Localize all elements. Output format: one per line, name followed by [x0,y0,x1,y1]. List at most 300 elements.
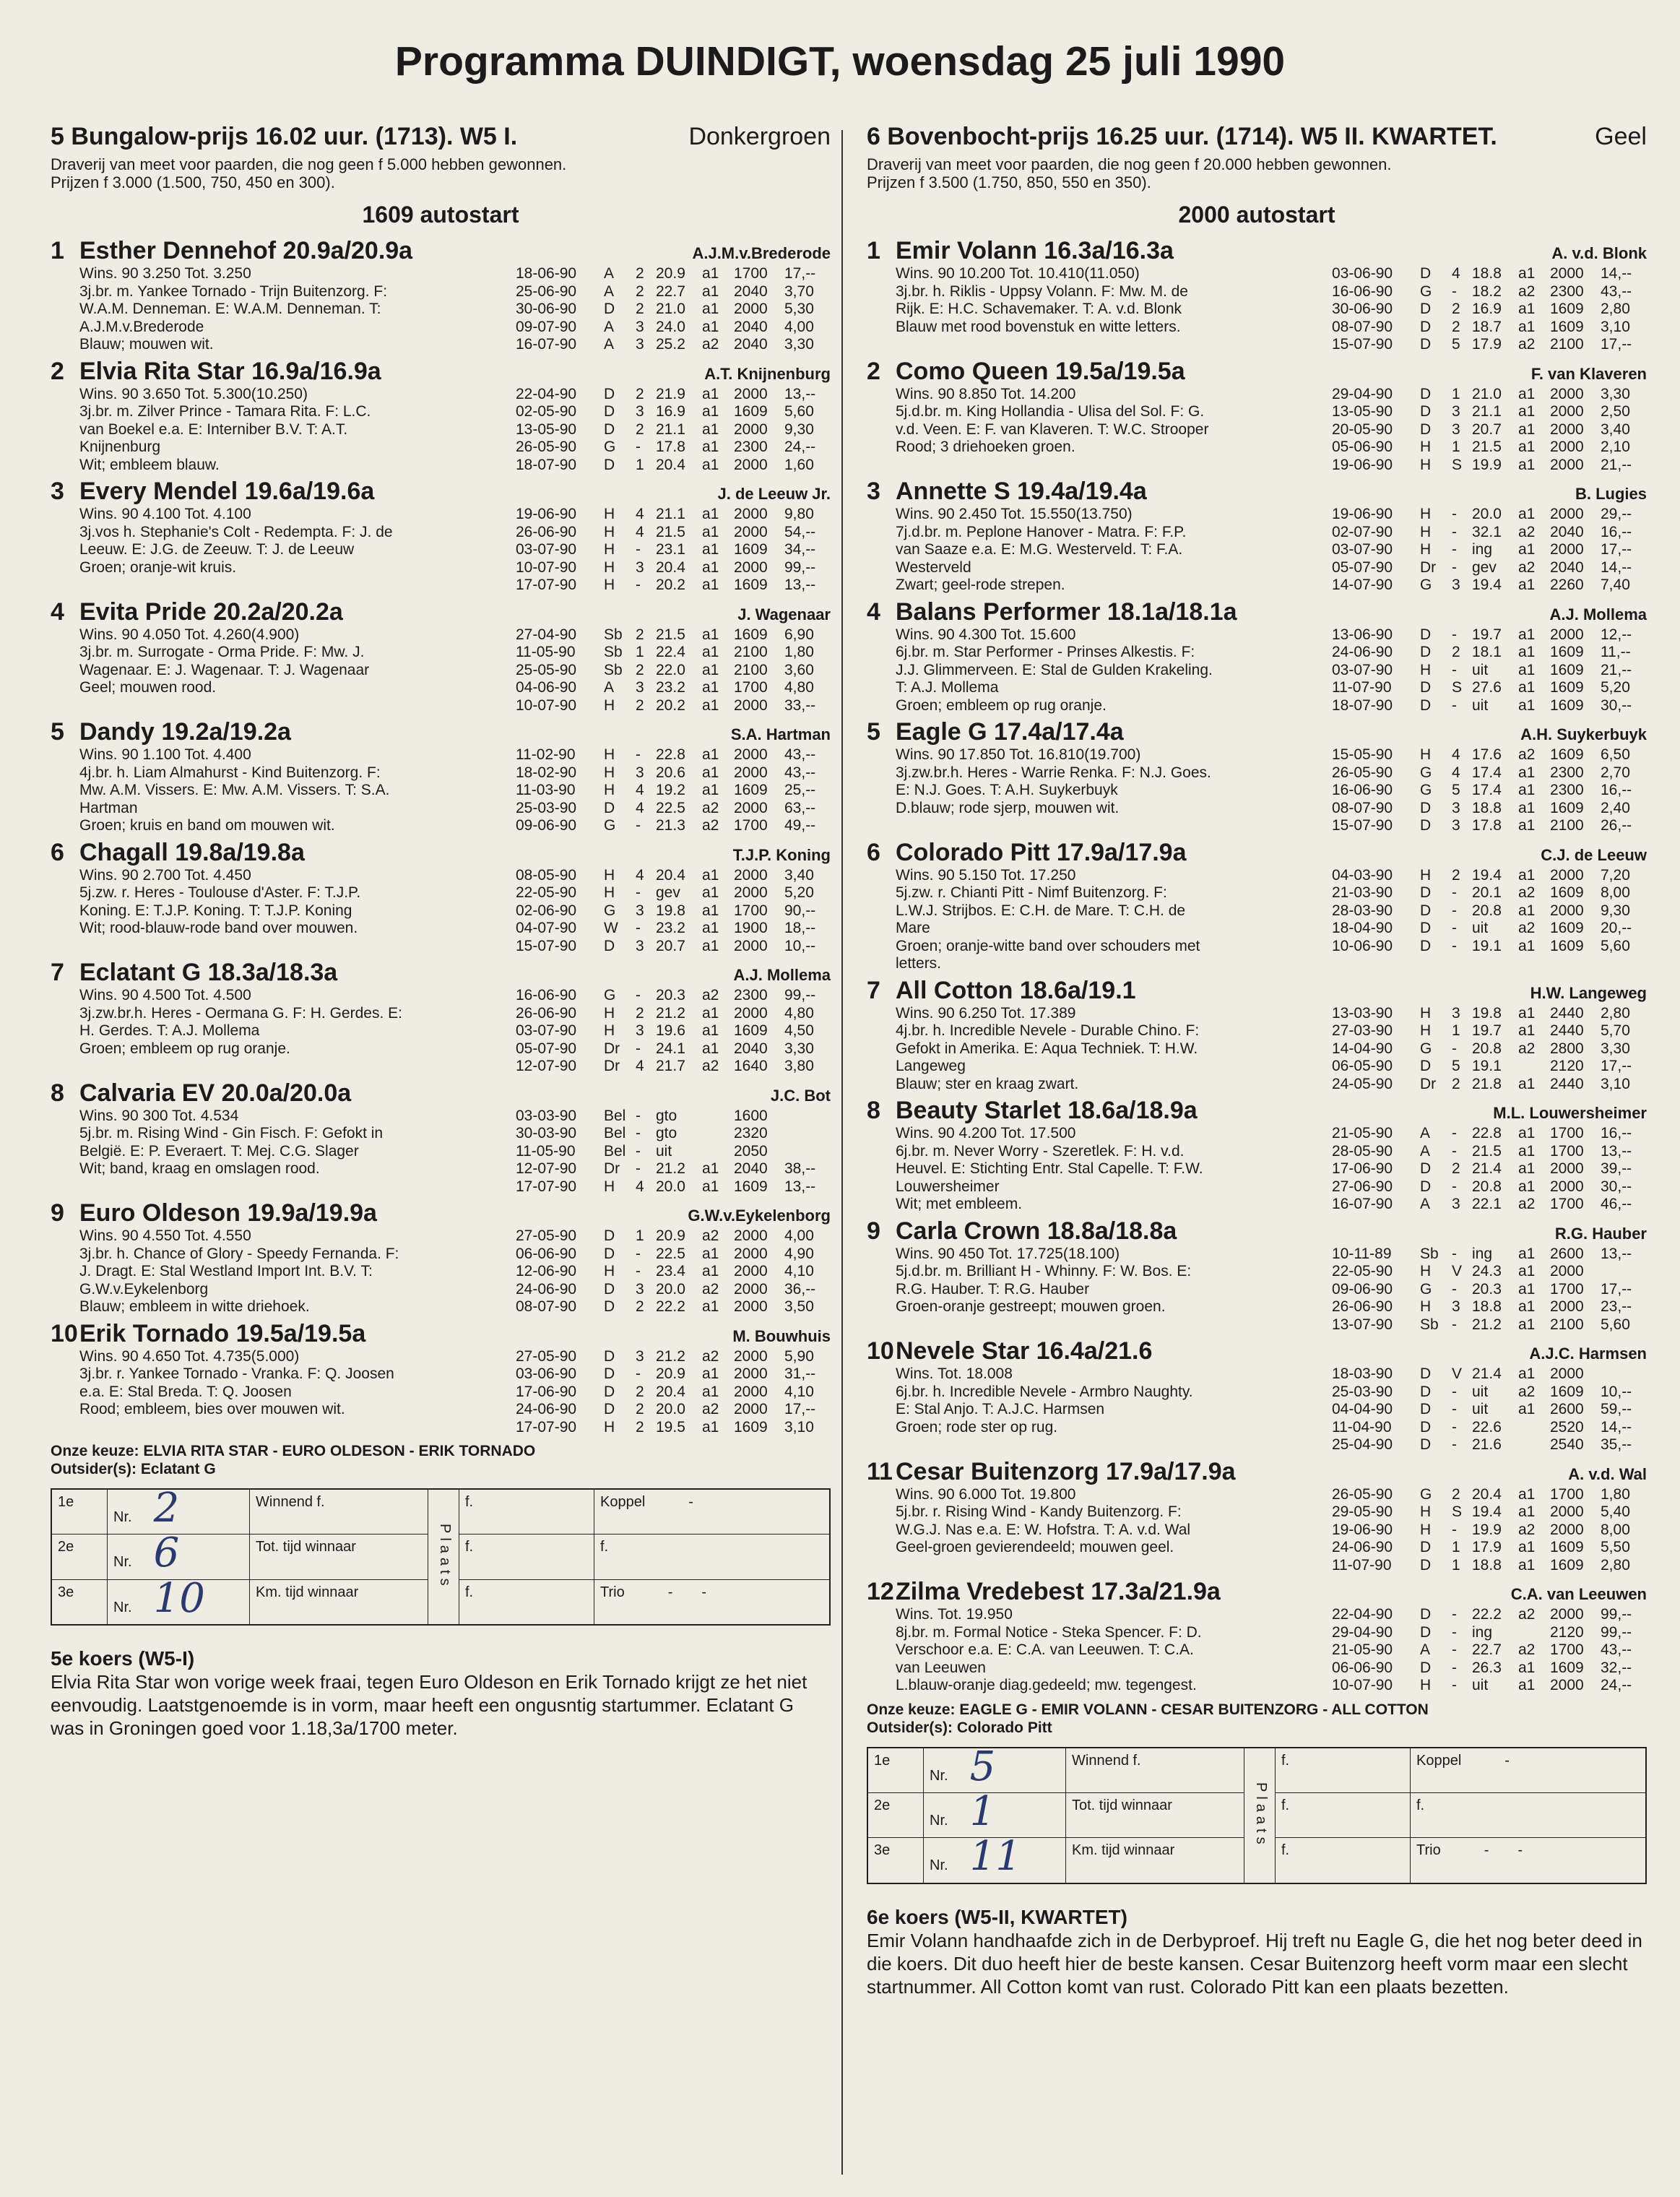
detail-line: Zwart; geel-rode strepen. [896,577,1065,593]
result-cell: 1609 [734,577,768,593]
result-cell: 12-07-90 [516,1058,577,1074]
result-row [516,697,831,715]
horse-header [867,478,1647,506]
prize-line: Prijzen f 3.000 (1.500, 750, 450 en 300). [51,173,335,191]
choice-line: Onze keuze: ELVIA RITA STAR - EURO OLDESON - ERIK TORNADO [51,1443,536,1459]
result-cell: H [1420,1677,1432,1693]
result-cell: D [1420,1058,1432,1074]
place-field[interactable]: f. [459,1489,594,1535]
horse-body [51,867,831,956]
winner-field[interactable]: Winnend f. [250,1489,428,1535]
result-cell: 03-07-90 [516,1022,577,1039]
result-cell: - [1452,920,1457,936]
result-cell: D [604,456,615,473]
result-cell: a1 [702,523,719,540]
result-cell: 13,-- [1601,1245,1632,1262]
result-cell: 17,-- [1601,336,1632,353]
detail-line: Langeweg [896,1058,966,1074]
result-cell: a2 [1518,523,1536,540]
horse-name: Dandy 19.2a/19.2a [79,718,291,746]
result-cell: 4 [1452,764,1460,781]
result-cell: 22.5 [656,799,685,816]
result-cell: 05-06-90 [1332,439,1393,455]
result-cell: 1609 [1550,1556,1584,1574]
result-cell: 2100 [1550,1316,1584,1333]
result-cell: 29-04-90 [1332,385,1393,402]
result-cell: D [1420,1606,1432,1623]
result-cell: 06-06-90 [1332,1659,1393,1676]
result-row [516,1227,831,1246]
number-label: Nr. [113,1599,132,1615]
result-cell: 2 [636,385,644,402]
result-cell: 4,80 [784,1004,814,1022]
result-cell: 19-06-90 [516,506,577,522]
result-cell: 15-05-90 [1332,746,1393,763]
result-cell: 27-05-90 [516,1347,577,1365]
result-row [516,1022,831,1040]
horse-name: Como Queen 19.5a/19.5a [896,357,1185,385]
result-cell: 2,40 [1601,799,1630,816]
detail-line: 7j.d.br. m. Peplone Hanover - Matra. F: F.P. [896,523,1187,540]
result-cell: 19.4 [1472,1503,1502,1520]
horse-entry [51,718,831,835]
result-cell: a1 [1518,644,1536,660]
combo-cell[interactable] [594,1579,831,1625]
horse-entry [51,959,831,1076]
result-cell: uit [1472,1383,1489,1400]
result-cell: a1 [1518,506,1536,522]
result-cell: 1609 [1550,1539,1584,1555]
result-cell: a2 [1518,884,1536,901]
result-cell: 13-05-90 [1332,403,1393,420]
horse-results [516,1108,831,1196]
horse-details [51,1108,516,1196]
result-cell: 13-06-90 [1332,626,1393,643]
result-cell: 13-07-90 [1332,1316,1393,1333]
detail-line: 3j.br. m. Zilver Prince - Tamara Rita. F: L.C. [79,403,371,420]
result-cell: a2 [1518,1383,1536,1400]
horse-name: Elvia Rita Star 16.9a/16.9a [79,357,381,385]
result-cell: 3,60 [784,661,814,678]
result-row [1332,1005,1647,1023]
result-row [516,506,831,524]
winner-field[interactable]: Tot. tijd winnaar [250,1535,428,1580]
result-cell: a1 [1518,1142,1536,1160]
combo-cell[interactable] [1411,1838,1647,1883]
result-cell: D [1420,1160,1432,1177]
result-cell: a1 [1518,420,1536,438]
result-row [516,439,831,457]
number-label: Nr. [930,1857,948,1874]
result-row [1332,1401,1647,1419]
horse-name: Emir Volann 16.3a/16.3a [896,237,1174,264]
number-cell[interactable] [924,1833,1066,1883]
horse-details [51,746,516,835]
winner-field[interactable]: Km. tijd winnaar [1066,1838,1244,1883]
result-cell: 11-05-90 [516,644,576,660]
horse-header [51,1320,831,1348]
result-cell: a1 [702,679,719,696]
place-field[interactable]: f. [459,1579,594,1625]
result-cell: 1600 [734,1107,768,1124]
result-cell: 2000 [734,1280,768,1298]
detail-line: J. Dragt. E: Stal Westland Import Int. B.V. T: [79,1263,373,1279]
result-cell: 18.8 [1472,1556,1502,1574]
result-cell: A [604,336,615,353]
detail-line: Wit; band, kraag en omslagen rood. [79,1160,320,1177]
result-cell: 33,-- [784,696,816,714]
result-cell: 2 [636,1401,644,1417]
result-cell: 1609 [1550,301,1584,317]
result-cell: 12-06-90 [516,1263,577,1279]
result-cell: D [1420,1365,1432,1382]
result-cell: - [1452,1401,1457,1417]
handwritten-number: 2 [153,1485,180,1532]
horse-entry [51,598,831,715]
result-cell: a1 [1518,1401,1536,1417]
result-cell: 3 [636,1280,644,1298]
result-cell: 21.9 [656,385,685,402]
result-cell: - [1452,626,1457,643]
horse-header [867,1578,1647,1606]
result-cell: 16-07-90 [516,336,577,353]
result-cell: 1700 [1550,1142,1584,1160]
result-cell: 20.4 [656,456,685,473]
result-cell: 05-07-90 [516,1040,577,1057]
result-cell: 3,40 [784,866,814,884]
result-cell: 27.6 [1472,679,1502,696]
result-cell: 22-04-90 [516,385,577,402]
result-cell: 26-05-90 [516,439,577,455]
result-row [1332,457,1647,475]
horse-results [1332,626,1647,715]
result-cell: D [1420,644,1432,660]
result-cell: 08-07-90 [1332,799,1393,816]
result-cell [702,1125,734,1143]
horse-details [867,1005,1332,1094]
result-cell: a1 [1518,661,1536,678]
result-cell: a1 [1518,265,1536,282]
number-cell[interactable] [924,1743,1066,1793]
number-cell[interactable] [108,1529,250,1580]
place-field[interactable]: f. [1276,1748,1411,1793]
horse-details [51,867,516,956]
result-cell: 16-06-90 [1332,282,1393,300]
detail-line: Mare [896,920,930,936]
result-cell: a1 [1518,1125,1536,1141]
result-cell: 2300 [1550,764,1584,781]
result-cell: a1 [702,884,719,901]
detail-line: Wins. 90 3.250 Tot. 3.250 [79,265,251,282]
detail-line: Groen; oranje-wit kruis. [79,558,237,576]
horse-entry [867,1458,1647,1575]
horse-results [1332,1246,1647,1334]
result-cell: 3,30 [784,1040,814,1057]
horse-details [867,746,1332,835]
result-cell: 19.9 [1472,1521,1502,1538]
result-cell: a2 [1518,336,1536,353]
horse-body [867,867,1647,973]
plaats-label: Plaats [428,1489,459,1625]
result-cell: 6,50 [1601,746,1630,763]
result-cell: 20.8 [1472,1178,1502,1195]
result-row [516,1143,831,1161]
result-cell: 20,-- [1601,920,1632,936]
koppel-f: f. [1416,1797,1425,1813]
horse-trainer: F. van Klaveren [1530,364,1647,383]
result-cell: D [604,1365,615,1382]
result-row [516,662,831,680]
result-cell: D [1420,799,1432,816]
number-cell[interactable] [924,1787,1066,1838]
result-row [516,1160,831,1178]
result-cell: 22.8 [656,746,685,763]
result-cell: - [1452,937,1457,954]
detail-line: G.W.v.Eykelenborg [79,1280,209,1298]
result-cell: 2300 [1550,282,1584,300]
result-cell: 2 [636,696,644,714]
result-cell: a1 [1518,1178,1536,1195]
result-cell: a1 [702,1418,719,1436]
number-cell[interactable] [108,1574,250,1625]
result-row [516,800,831,818]
result-row [1332,1624,1647,1642]
place-field[interactable]: f. [1276,1838,1411,1883]
horse-name: Erik Tornado 19.5a/19.5a [79,1319,366,1347]
place-field[interactable]: f. [1276,1792,1411,1838]
result-cell: 2300 [1550,782,1584,798]
result-cell: 18-06-90 [516,265,577,282]
result-cell: G [604,987,616,1003]
result-cell: D [1420,1659,1432,1676]
result-cell: a1 [1518,385,1536,402]
result-cell: 3 [1452,799,1460,816]
result-cell: 6,90 [784,626,814,643]
horse-body [867,1125,1647,1214]
result-cell: 20.0 [1472,506,1502,522]
result-cell: 2000 [1550,541,1584,558]
horse-number: 5 [51,718,64,746]
result-cell: A [1420,1142,1431,1160]
result-cell: 26-05-90 [1332,1485,1393,1503]
winner-field[interactable]: Km. tijd winnaar [250,1579,428,1625]
detail-line: Wins. 90 4.500 Tot. 4.500 [79,987,251,1003]
result-cell: 3,30 [784,336,814,353]
horse-header [867,839,1647,867]
result-cell: 1700 [1550,1485,1584,1503]
result-row [1332,1076,1647,1094]
result-cell: a2 [702,1058,719,1074]
result-cell: 4,00 [784,1227,814,1244]
result-cell: 03-07-90 [1332,541,1393,558]
result-row [1332,1281,1647,1299]
result-cell: a1 [1518,1659,1536,1676]
result-cell: 3 [1452,420,1460,438]
result-cell: 18.8 [1472,799,1502,816]
result-row [516,902,831,920]
result-cell: 21.4 [1472,1160,1502,1177]
result-cell: a1 [1518,403,1536,420]
result-cell: 43,-- [1601,282,1632,300]
result-cell: 20-05-90 [1332,420,1393,438]
combo-cell[interactable] [1411,1792,1647,1838]
number-cell[interactable] [108,1485,250,1535]
result-cell: 2000 [1550,626,1584,643]
result-cell: D [1420,318,1432,335]
horse-name: Chagall 19.8a/19.8a [79,838,305,866]
horse-entry [867,1337,1647,1454]
result-cell: Sb [604,661,623,678]
result-cell: 11-03-90 [516,782,576,798]
result-cell: 18.8 [1472,265,1502,282]
result-cell: Dr [604,1058,620,1074]
result-cell: 22.7 [1472,1641,1502,1658]
horse-trainer: R.G. Hauber [1554,1224,1647,1243]
result-cell: 4 [1452,265,1460,282]
horse-header [867,598,1647,626]
result-row [1332,938,1647,956]
result-cell: Bel [604,1125,626,1141]
result-cell: 04-04-90 [1332,1401,1393,1417]
result-cell [1518,1419,1550,1437]
result-cell: Sb [604,626,623,643]
horse-trainer: T.J.P. Koning [732,845,831,864]
horse-body [867,1246,1647,1334]
result-cell: 32.1 [1472,523,1502,540]
result-cell: D [1420,265,1432,282]
horse-number: 9 [51,1199,64,1227]
result-row [516,1263,831,1281]
result-cell: - [1452,541,1457,558]
horse-trainer: A.J. Mollema [733,966,831,984]
result-row [516,679,831,697]
result-cell: - [1452,1623,1457,1641]
result-cell: a1 [1518,679,1536,696]
result-cell: 02-05-90 [516,403,577,420]
result-cell: - [1452,506,1457,522]
result-cell: 2 [636,301,644,317]
result-cell: 30,-- [1601,696,1632,714]
combo-cell[interactable] [1411,1748,1647,1793]
result-cell: 24-06-90 [1332,644,1393,660]
result-cell: G [1420,1485,1432,1503]
result-row [1332,1419,1647,1437]
result-cell: 30,-- [1601,1178,1632,1195]
result-cell: 1700 [1550,1280,1584,1298]
result-cell: H [1420,523,1432,540]
result-cell: a2 [1518,1040,1536,1057]
result-cell: a2 [702,1280,719,1298]
detail-line: van Saaze e.a. E: M.G. Westerveld. T: F.A. [896,541,1183,558]
result-cell: 2000 [734,1383,768,1400]
result-cell: 3 [636,1022,644,1039]
result-cell: S [1452,1503,1463,1520]
result-cell: H [604,696,615,714]
result-cell: 39,-- [1601,1160,1632,1177]
result-cell: 3 [636,336,644,353]
result-cell: H [604,1022,615,1039]
combo-cell[interactable] [594,1489,831,1535]
race-header [51,123,831,151]
result-cell: H [604,764,615,781]
result-cell: ing [1472,1245,1493,1262]
winner-field[interactable]: Winnend f. [1066,1748,1244,1793]
result-cell: 2000 [1550,1298,1584,1315]
detail-line: 3j.br. r. Yankee Tornado - Vranka. F: Q. Joosen [79,1365,394,1382]
result-cell: 2000 [1550,1263,1584,1279]
result-cell: Sb [1420,1316,1439,1333]
detail-line: Wagenaar. E: J. Wagenaar. T: J. Wagenaar [79,661,370,678]
horse-entry [51,839,831,956]
result-cell: H [1420,541,1432,558]
result-row [1332,1436,1647,1454]
result-cell: 21-05-90 [1332,1641,1393,1658]
result-cell: 26,-- [1601,817,1632,834]
result-row [516,1419,831,1437]
result-cell: 1609 [1550,1659,1584,1676]
result-cell: D [604,1401,615,1417]
result-cell: 21.3 [656,817,685,834]
result-row [1332,421,1647,439]
horse-body [867,386,1647,475]
result-cell: 13-05-90 [516,420,577,438]
result-cell: a1 [702,420,719,438]
result-row [1332,782,1647,800]
result-row [1332,319,1647,337]
horse-details [51,1227,516,1316]
horse-name: Cesar Buitenzorg 17.9a/17.9a [896,1457,1236,1485]
result-cell: 2000 [1550,1677,1584,1693]
result-cell: 1609 [1550,696,1584,714]
horse-number: 6 [51,838,64,866]
horse-trainer: G.W.v.Eykelenborg [688,1207,831,1225]
detail-line: L.blauw-oranje diag.gedeeld; mw. tegengest. [896,1677,1197,1693]
result-cell: 2 [636,1383,644,1400]
result-cell: - [1452,1436,1457,1453]
result-cell: uit [1472,1401,1489,1417]
result-cell: S [1452,456,1463,473]
result-cell: a2 [702,1227,719,1244]
result-cell: 3,10 [1601,318,1630,335]
result-cell: 22-05-90 [1332,1263,1393,1279]
result-cell [1518,1624,1550,1642]
horse-number: 6 [867,838,880,866]
result-cell: 99,-- [1601,1606,1632,1623]
result-row [516,457,831,475]
result-cell: A [1420,1196,1431,1212]
winner-field[interactable]: Tot. tijd winnaar [1066,1792,1244,1838]
result-cell: a1 [1518,1298,1536,1315]
result-cell: 13,-- [1601,1142,1632,1160]
result-cell: ing [1472,1623,1493,1641]
result-cell: D [1420,1401,1432,1417]
result-cell: - [636,1365,641,1382]
horse-results [1332,1606,1647,1695]
place-field[interactable]: f. [459,1535,594,1580]
result-cell: 2100 [1550,336,1584,353]
result-cell: a1 [702,439,719,455]
result-row [516,319,831,337]
result-cell: D [604,937,615,954]
result-cell: 32,-- [1601,1659,1632,1676]
detail-line: W.G.J. Nas e.a. E: W. Hofstra. T: A. v.d. Wal [896,1521,1191,1538]
horse-results [516,746,831,835]
combo-cell[interactable] [594,1535,831,1580]
result-cell: 4 [636,1178,644,1195]
detail-line: e.a. E: Stal Breda. T: Q. Joosen [79,1383,292,1400]
horse-results [1332,265,1647,354]
result-cell: 19.7 [1472,1022,1502,1039]
